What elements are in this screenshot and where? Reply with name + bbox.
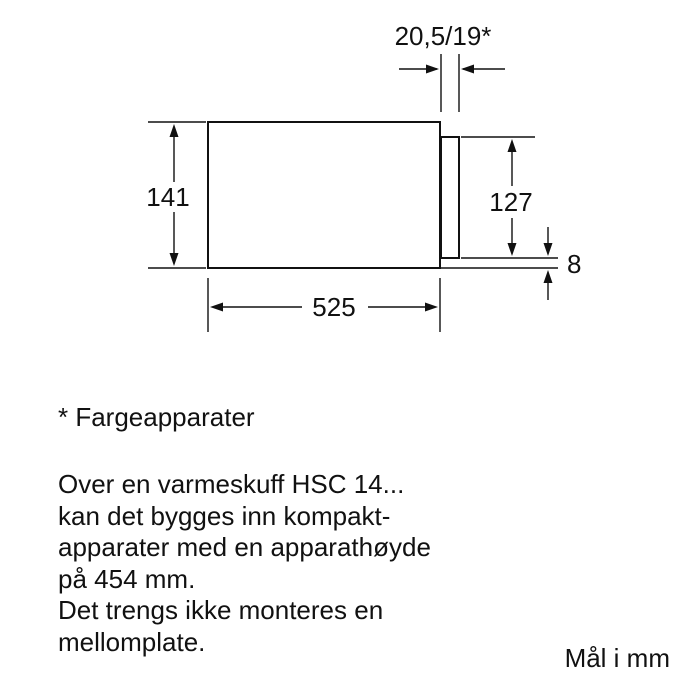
description-line: apparater med en apparathøyde — [58, 532, 431, 562]
arrowhead — [170, 124, 179, 137]
description-line: Over en varmeskuff HSC 14... — [58, 469, 405, 499]
arrowhead — [508, 243, 517, 256]
arrowhead — [170, 253, 179, 266]
description-line: Det trengs ikke monteres en — [58, 595, 384, 625]
arrowhead — [426, 65, 439, 74]
dim-offset-label: 8 — [567, 249, 582, 279]
arrowhead — [425, 303, 438, 312]
drawer-body-outline — [208, 122, 440, 268]
dim-width-label: 525 — [312, 292, 356, 322]
arrowhead — [544, 243, 553, 256]
dim-height-label: 141 — [146, 182, 190, 212]
units-note: Mål i mm — [564, 643, 670, 673]
description-line: på 454 mm. — [58, 563, 196, 594]
description-line: mellomplate. — [58, 626, 206, 657]
dim-front-height-label: 127 — [489, 187, 533, 217]
drawer-front-panel — [441, 137, 459, 258]
arrowhead — [461, 65, 474, 74]
arrowhead — [210, 303, 223, 312]
arrowhead — [544, 270, 553, 283]
footnote: * Fargeapparater — [58, 402, 255, 432]
arrowhead — [508, 139, 517, 152]
description-line: kan det bygges inn kompakt- — [58, 500, 391, 531]
description-text — [58, 469, 431, 658]
dim-side-gap-label: 20,5/19* — [394, 21, 492, 51]
